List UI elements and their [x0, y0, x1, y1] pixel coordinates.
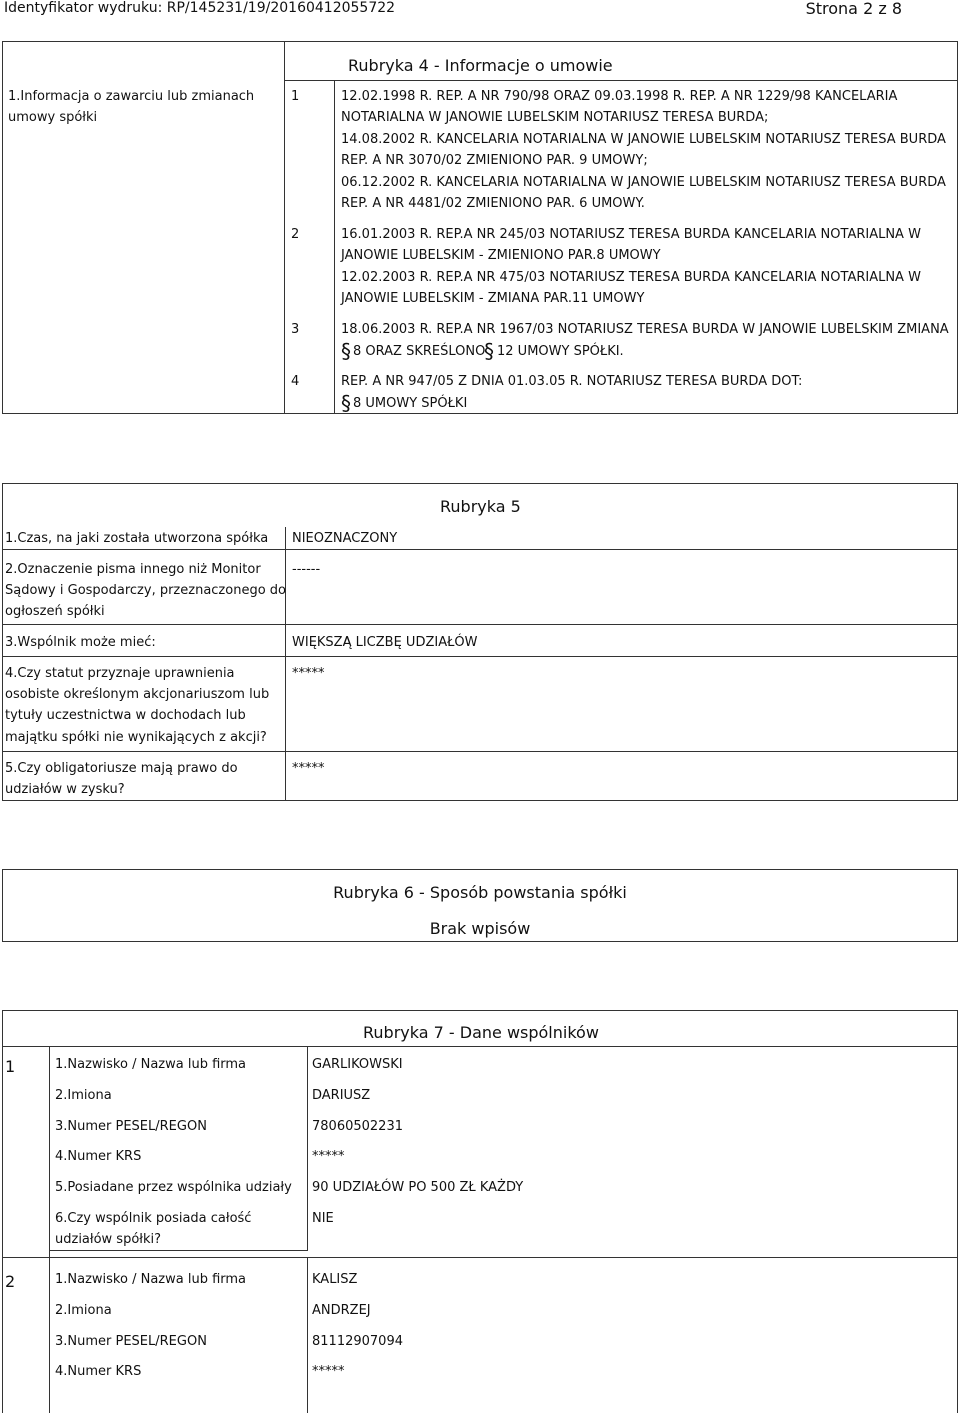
divider: [334, 80, 335, 414]
field-label: 5.Czy obligatoriusze mają prawo do: [5, 761, 238, 776]
field-value: ANDRZEJ: [312, 1303, 371, 1318]
field-value: 90 UDZIAŁÓW PO 500 ZŁ KAŻDY: [312, 1180, 524, 1195]
field-label: 1.Nazwisko / Nazwa lub firma: [55, 1272, 247, 1287]
field-label: Sądowy i Gospodarczy, przeznaczonego do: [5, 583, 286, 598]
partner-number: 1: [5, 1057, 16, 1076]
section-7-title: Rubryka 7 - Dane wspólników: [363, 1023, 599, 1042]
entry-line: NOTARIALNA W JANOWIE LUBELSKIM NOTARIUSZ TERESA BURDA;: [341, 110, 769, 125]
field-label: majątku spółki nie wynikających z akcji?: [5, 730, 267, 745]
field-label: 1.Nazwisko / Nazwa lub firma: [55, 1057, 247, 1072]
field-value: *****: [292, 666, 325, 681]
field-value: 81112907094: [312, 1334, 403, 1349]
paragraph-sign: §: [484, 339, 494, 363]
partner-number: 2: [5, 1272, 16, 1291]
field-value: *****: [312, 1149, 345, 1164]
entry-line: 06.12.2002 R. KANCELARIA NOTARIALNA W JANOWIE LUBELSKIM NOTARIUSZ TERESA BURDA: [341, 175, 946, 190]
entry-number: 4: [291, 374, 300, 389]
divider: [285, 527, 286, 801]
entry-line: 8 UMOWY SPÓŁKI: [353, 396, 468, 411]
field-label: 3.Numer PESEL/REGON: [55, 1334, 207, 1349]
field-label: 2.Imiona: [55, 1088, 112, 1103]
section-4-label: 1.Informacja o zawarciu lub zmianach: [8, 89, 255, 104]
section-4-label: umowy spółki: [8, 110, 98, 125]
entry-line: 12 UMOWY SPÓŁKI.: [497, 344, 624, 359]
field-label: 6.Czy wspólnik posiada całość: [55, 1211, 252, 1226]
field-label: tytuły uczestnictwa w dochodach lub: [5, 708, 246, 723]
field-label: 2.Imiona: [55, 1303, 112, 1318]
no-entries-text: Brak wpisów: [429, 919, 531, 938]
entry-line: JANOWIE LUBELSKIM - ZMIANA PAR.11 UMOWY: [341, 291, 645, 306]
field-label: 3.Numer PESEL/REGON: [55, 1119, 207, 1134]
field-label: 4.Czy statut przyznaje uprawnienia: [5, 666, 235, 681]
field-value: WIĘKSZĄ LICZBĘ UDZIAŁÓW: [292, 635, 478, 650]
field-label: ogłoszeń spółki: [5, 604, 105, 619]
field-value: KALISZ: [312, 1272, 358, 1287]
field-label: 4.Numer KRS: [55, 1149, 142, 1164]
field-label: udziałów w zysku?: [5, 782, 125, 797]
divider: [2, 549, 958, 550]
page-number: Strona 2 z 8: [805, 0, 902, 18]
field-value: NIE: [312, 1211, 334, 1226]
section-4-title: Rubryka 4 - Informacje o umowie: [348, 56, 613, 75]
divider: [2, 656, 958, 657]
entry-line: REP. A NR 4481/02 ZMIENIONO PAR. 6 UMOWY.: [341, 196, 645, 211]
entry-line: 16.01.2003 R. REP.A NR 245/03 NOTARIUSZ TERESA BURDA KANCELARIA NOTARIALNA W: [341, 227, 921, 242]
field-label: osobiste określonym akcjonariuszom lub: [5, 687, 270, 702]
entry-line: REP. A NR 947/05 Z DNIA 01.03.05 R. NOTARIUSZ TERESA BURDA DOT:: [341, 374, 803, 389]
entry-number: 1: [291, 89, 300, 104]
entry-line: 12.02.1998 R. REP. A NR 790/98 ORAZ 09.03.1998 R. REP. A NR 1229/98 KANCELARIA: [341, 89, 898, 104]
section-5-title: Rubryka 5: [440, 497, 521, 516]
divider: [284, 41, 285, 414]
field-label: udziałów spółki?: [55, 1232, 162, 1247]
field-label: 1.Czas, na jaki została utworzona spółka: [5, 531, 269, 546]
divider: [284, 80, 958, 81]
entry-number: 2: [291, 227, 300, 242]
field-label: 2.Oznaczenie pisma innego niż Monitor: [5, 562, 261, 577]
entry-line: 18.06.2003 R. REP.A NR 1967/03 NOTARIUSZ TERESA BURDA W JANOWIE LUBELSKIM ZMIANA: [341, 322, 949, 337]
section-6-title: Rubryka 6 - Sposób powstania spółki: [333, 883, 627, 902]
entry-line: 8 ORAZ SKREŚLONO: [353, 344, 486, 359]
print-identifier: Identyfikator wydruku: RP/145231/19/20160412055722: [4, 0, 396, 16]
paragraph-sign: §: [341, 391, 351, 415]
entry-line: 14.08.2002 R. KANCELARIA NOTARIALNA W JANOWIE LUBELSKIM NOTARIUSZ TERESA BURDA: [341, 132, 946, 147]
paragraph-sign: §: [341, 339, 351, 363]
field-value: ------: [292, 562, 321, 577]
field-label: 3.Wspólnik może mieć:: [5, 635, 156, 650]
field-value: 78060502231: [312, 1119, 403, 1134]
field-label: 4.Numer KRS: [55, 1364, 142, 1379]
divider: [2, 751, 958, 752]
entry-line: JANOWIE LUBELSKIM - ZMIENIONO PAR.8 UMOWY: [341, 248, 661, 263]
field-value: *****: [312, 1364, 345, 1379]
divider: [2, 624, 958, 625]
field-value: DARIUSZ: [312, 1088, 371, 1103]
field-value: GARLIKOWSKI: [312, 1057, 403, 1072]
field-value: NIEOZNACZONY: [292, 531, 398, 546]
entry-line: REP. A NR 3070/02 ZMIENIONO PAR. 9 UMOWY;: [341, 153, 648, 168]
entry-line: 12.02.2003 R. REP.A NR 475/03 NOTARIUSZ TERESA BURDA KANCELARIA NOTARIALNA W: [341, 270, 921, 285]
entry-number: 3: [291, 322, 300, 337]
field-label: 5.Posiadane przez wspólnika udziały: [55, 1180, 292, 1195]
field-value: *****: [292, 761, 325, 776]
